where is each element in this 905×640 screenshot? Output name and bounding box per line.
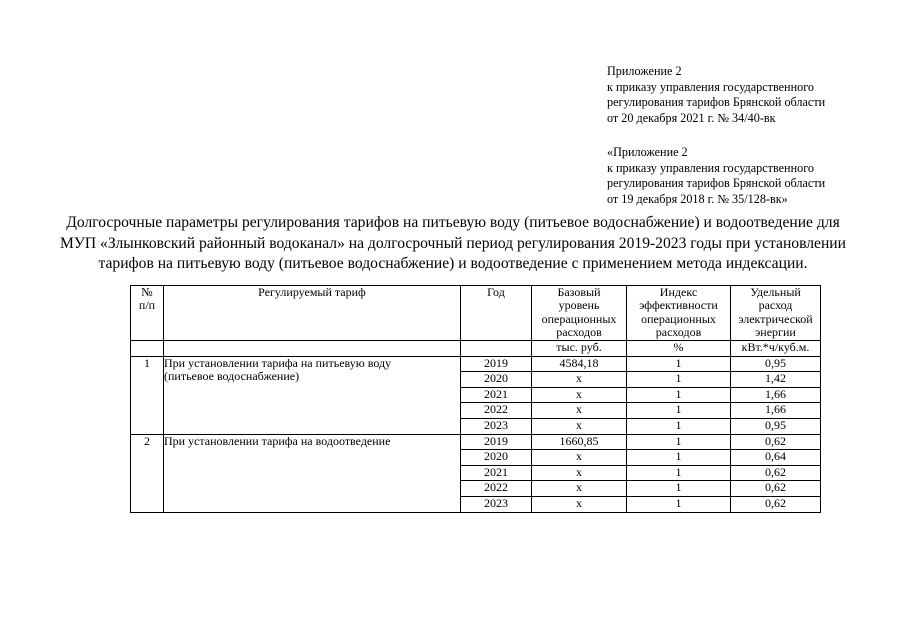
table-header-row [131,286,821,341]
header-num: № п/п [131,286,164,341]
cell-energy: 0,62 [731,465,821,481]
cell-year: 2022 [461,481,532,497]
header-energy-consumption: Удельный расход электрической энергии [731,286,821,341]
cell-index: 1 [627,356,731,372]
tariff-name: При установлении тарифа на водоотведение [164,434,461,512]
tariff-parameters-table [130,285,821,513]
appendix-previous-order [607,145,825,207]
cell-index: 1 [627,496,731,512]
cell-year: 2021 [461,465,532,481]
cell-year: 2019 [461,356,532,372]
units-num [131,340,164,356]
appendix-line: от 20 декабря 2021 г. № 34/40-вк [607,110,776,125]
cell-year: 2023 [461,419,532,435]
cell-index: 1 [627,403,731,419]
document-title [40,213,866,275]
cell-energy: 1,66 [731,403,821,419]
cell-base: x [532,496,627,512]
cell-base: x [532,450,627,466]
appendix-line: Приложение 2 [607,64,682,78]
appendix-line: к приказу управления государственного [607,160,814,175]
cell-base: x [532,481,627,497]
cell-year: 2021 [461,387,532,403]
cell-energy: 0,95 [731,356,821,372]
cell-energy: 1,66 [731,387,821,403]
table-row [131,356,821,372]
cell-year: 2020 [461,372,532,388]
appendix-line: к приказу управления государственного [607,79,814,94]
header-tariff: Регулируемый тариф [164,286,461,341]
cell-index: 1 [627,434,731,450]
cell-energy: 0,62 [731,434,821,450]
header-base-level: Базовый уровень операционных расходов [532,286,627,341]
cell-year: 2020 [461,450,532,466]
table-row [131,434,821,450]
row-number: 1 [131,356,164,434]
cell-index: 1 [627,465,731,481]
cell-base: 4584,18 [532,356,627,372]
cell-energy: 0,62 [731,481,821,497]
cell-year: 2023 [461,496,532,512]
title-line: МУП «Злынковский районный водоканал» на долгосрочный период регулирования 2019-2023 годы при установлении [59,234,846,252]
cell-energy: 0,95 [731,419,821,435]
cell-index: 1 [627,387,731,403]
cell-energy: 0,64 [731,450,821,466]
cell-base: 1660,85 [532,434,627,450]
cell-year: 2022 [461,403,532,419]
unit-index: % [627,340,731,356]
units-tariff [164,340,461,356]
appendix-line: «Приложение 2 [607,145,688,159]
cell-energy: 1,42 [731,372,821,388]
tariff-name: При установлении тарифа на питьевую воду (питьевое водоснабжение) [164,356,461,434]
header-efficiency-index: Индекс эффективности операционных расходов [627,286,731,341]
table-units-row [131,340,821,356]
cell-base: x [532,403,627,419]
cell-base: x [532,465,627,481]
title-line: тарифов на питьевую воду (питьевое водоснабжение) и водоотведение с применением метода индексации. [98,255,808,272]
title-line: Долгосрочные параметры регулирования тарифов на питьевую воду (питьевое водоснабжение) и водоотведение для [66,214,840,231]
unit-energy: кВт.*ч/куб.м. [731,340,821,356]
cell-energy: 0,62 [731,496,821,512]
cell-base: x [532,387,627,403]
header-year: Год [461,286,532,341]
appendix-line: регулирования тарифов Брянской области [607,176,826,190]
cell-index: 1 [627,372,731,388]
unit-base: тыс. руб. [532,340,627,356]
cell-index: 1 [627,450,731,466]
cell-base: x [532,419,627,435]
units-year [461,340,532,356]
cell-index: 1 [627,419,731,435]
cell-index: 1 [627,481,731,497]
cell-base: x [532,372,627,388]
appendix-line: от 19 декабря 2018 г. № 35/128-вк» [607,191,788,206]
cell-year: 2019 [461,434,532,450]
appendix-current-order [607,64,825,126]
appendix-line: регулирования тарифов Брянской области [607,95,826,109]
row-number: 2 [131,434,164,512]
